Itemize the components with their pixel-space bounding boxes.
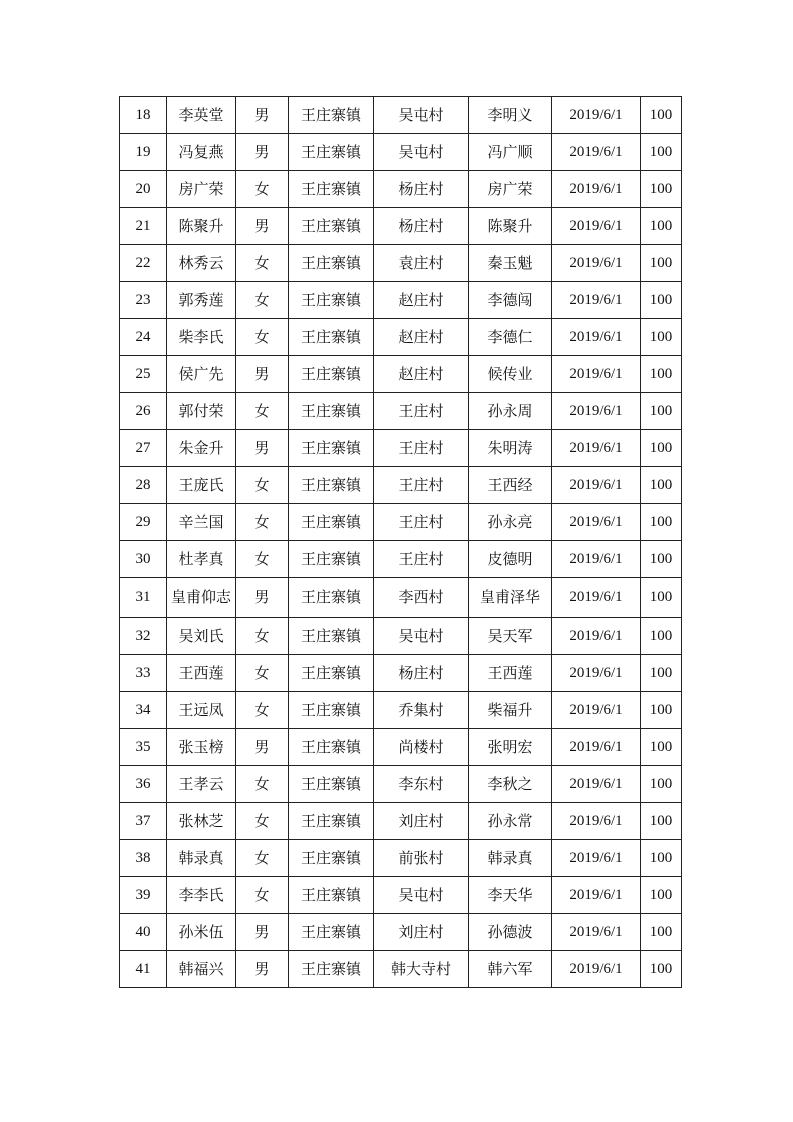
village-cell: 赵庄村 bbox=[374, 282, 469, 319]
issue-date-cell: 2019/6/1 bbox=[552, 914, 641, 951]
recipient-name-cell: 李德闯 bbox=[469, 282, 552, 319]
recipient-name-cell: 吴天军 bbox=[469, 618, 552, 655]
amount-cell: 100 bbox=[641, 951, 682, 988]
table-row bbox=[120, 803, 682, 840]
row-number-cell: 34 bbox=[120, 692, 167, 729]
person-name-cell: 张玉榜 bbox=[167, 729, 236, 766]
issue-date-cell: 2019/6/1 bbox=[552, 171, 641, 208]
amount-cell: 100 bbox=[641, 97, 682, 134]
township-cell: 王庄寨镇 bbox=[289, 171, 374, 208]
amount-cell: 100 bbox=[641, 171, 682, 208]
recipient-name-cell: 秦玉魁 bbox=[469, 245, 552, 282]
table-row bbox=[120, 729, 682, 766]
person-name-cell: 房广荣 bbox=[167, 171, 236, 208]
village-cell: 吴屯村 bbox=[374, 877, 469, 914]
gender-cell: 女 bbox=[236, 766, 289, 803]
person-name-cell: 侯广先 bbox=[167, 356, 236, 393]
row-number-cell: 38 bbox=[120, 840, 167, 877]
village-cell: 王庄村 bbox=[374, 467, 469, 504]
gender-cell: 女 bbox=[236, 393, 289, 430]
gender-cell: 女 bbox=[236, 467, 289, 504]
gender-cell: 男 bbox=[236, 356, 289, 393]
person-name-cell: 李英堂 bbox=[167, 97, 236, 134]
amount-cell: 100 bbox=[641, 692, 682, 729]
table-row bbox=[120, 430, 682, 467]
gender-cell: 男 bbox=[236, 208, 289, 245]
table-row bbox=[120, 171, 682, 208]
gender-cell: 女 bbox=[236, 655, 289, 692]
row-number-cell: 24 bbox=[120, 319, 167, 356]
issue-date-cell: 2019/6/1 bbox=[552, 655, 641, 692]
amount-cell: 100 bbox=[641, 541, 682, 578]
township-cell: 王庄寨镇 bbox=[289, 692, 374, 729]
gender-cell: 男 bbox=[236, 914, 289, 951]
amount-cell: 100 bbox=[641, 208, 682, 245]
village-cell: 李东村 bbox=[374, 766, 469, 803]
amount-cell: 100 bbox=[641, 766, 682, 803]
table-row bbox=[120, 393, 682, 430]
row-number-cell: 31 bbox=[120, 578, 167, 618]
gender-cell: 女 bbox=[236, 840, 289, 877]
amount-cell: 100 bbox=[641, 840, 682, 877]
issue-date-cell: 2019/6/1 bbox=[552, 430, 641, 467]
gender-cell: 男 bbox=[236, 578, 289, 618]
issue-date-cell: 2019/6/1 bbox=[552, 803, 641, 840]
amount-cell: 100 bbox=[641, 803, 682, 840]
township-cell: 王庄寨镇 bbox=[289, 319, 374, 356]
gender-cell: 男 bbox=[236, 134, 289, 171]
gender-cell: 男 bbox=[236, 951, 289, 988]
row-number-cell: 40 bbox=[120, 914, 167, 951]
person-name-cell: 皇甫仰志 bbox=[167, 578, 236, 618]
row-number-cell: 18 bbox=[120, 97, 167, 134]
amount-cell: 100 bbox=[641, 467, 682, 504]
recipient-name-cell: 李德仁 bbox=[469, 319, 552, 356]
gender-cell: 女 bbox=[236, 877, 289, 914]
person-name-cell: 郭秀莲 bbox=[167, 282, 236, 319]
person-name-cell: 李李氏 bbox=[167, 877, 236, 914]
issue-date-cell: 2019/6/1 bbox=[552, 766, 641, 803]
village-cell: 袁庄村 bbox=[374, 245, 469, 282]
row-number-cell: 33 bbox=[120, 655, 167, 692]
table-row bbox=[120, 840, 682, 877]
table-row bbox=[120, 356, 682, 393]
village-cell: 乔集村 bbox=[374, 692, 469, 729]
table-row bbox=[120, 877, 682, 914]
roster-body bbox=[120, 97, 682, 988]
issue-date-cell: 2019/6/1 bbox=[552, 692, 641, 729]
amount-cell: 100 bbox=[641, 356, 682, 393]
recipient-name-cell: 韩录真 bbox=[469, 840, 552, 877]
township-cell: 王庄寨镇 bbox=[289, 134, 374, 171]
person-name-cell: 孙米伍 bbox=[167, 914, 236, 951]
issue-date-cell: 2019/6/1 bbox=[552, 877, 641, 914]
township-cell: 王庄寨镇 bbox=[289, 655, 374, 692]
row-number-cell: 32 bbox=[120, 618, 167, 655]
table-row bbox=[120, 504, 682, 541]
recipient-name-cell: 李明义 bbox=[469, 97, 552, 134]
township-cell: 王庄寨镇 bbox=[289, 393, 374, 430]
issue-date-cell: 2019/6/1 bbox=[552, 729, 641, 766]
township-cell: 王庄寨镇 bbox=[289, 208, 374, 245]
issue-date-cell: 2019/6/1 bbox=[552, 840, 641, 877]
township-cell: 王庄寨镇 bbox=[289, 356, 374, 393]
person-name-cell: 朱金升 bbox=[167, 430, 236, 467]
table-row bbox=[120, 319, 682, 356]
gender-cell: 女 bbox=[236, 171, 289, 208]
person-name-cell: 柴李氏 bbox=[167, 319, 236, 356]
township-cell: 王庄寨镇 bbox=[289, 729, 374, 766]
amount-cell: 100 bbox=[641, 578, 682, 618]
roster-table bbox=[119, 96, 682, 988]
row-number-cell: 37 bbox=[120, 803, 167, 840]
row-number-cell: 23 bbox=[120, 282, 167, 319]
recipient-name-cell: 皇甫泽华 bbox=[469, 578, 552, 618]
township-cell: 王庄寨镇 bbox=[289, 97, 374, 134]
gender-cell: 女 bbox=[236, 245, 289, 282]
township-cell: 王庄寨镇 bbox=[289, 430, 374, 467]
amount-cell: 100 bbox=[641, 504, 682, 541]
person-name-cell: 韩福兴 bbox=[167, 951, 236, 988]
township-cell: 王庄寨镇 bbox=[289, 803, 374, 840]
amount-cell: 100 bbox=[641, 319, 682, 356]
township-cell: 王庄寨镇 bbox=[289, 467, 374, 504]
recipient-name-cell: 李秋之 bbox=[469, 766, 552, 803]
issue-date-cell: 2019/6/1 bbox=[552, 245, 641, 282]
row-number-cell: 21 bbox=[120, 208, 167, 245]
recipient-name-cell: 王西经 bbox=[469, 467, 552, 504]
issue-date-cell: 2019/6/1 bbox=[552, 282, 641, 319]
amount-cell: 100 bbox=[641, 729, 682, 766]
issue-date-cell: 2019/6/1 bbox=[552, 951, 641, 988]
table-row bbox=[120, 914, 682, 951]
township-cell: 王庄寨镇 bbox=[289, 766, 374, 803]
issue-date-cell: 2019/6/1 bbox=[552, 578, 641, 618]
person-name-cell: 陈聚升 bbox=[167, 208, 236, 245]
table-row bbox=[120, 692, 682, 729]
gender-cell: 女 bbox=[236, 319, 289, 356]
township-cell: 王庄寨镇 bbox=[289, 504, 374, 541]
person-name-cell: 张林芝 bbox=[167, 803, 236, 840]
row-number-cell: 29 bbox=[120, 504, 167, 541]
issue-date-cell: 2019/6/1 bbox=[552, 504, 641, 541]
person-name-cell: 冯复燕 bbox=[167, 134, 236, 171]
village-cell: 王庄村 bbox=[374, 541, 469, 578]
gender-cell: 女 bbox=[236, 692, 289, 729]
recipient-name-cell: 韩六军 bbox=[469, 951, 552, 988]
issue-date-cell: 2019/6/1 bbox=[552, 393, 641, 430]
recipient-name-cell: 孙德波 bbox=[469, 914, 552, 951]
township-cell: 王庄寨镇 bbox=[289, 951, 374, 988]
township-cell: 王庄寨镇 bbox=[289, 245, 374, 282]
village-cell: 前张村 bbox=[374, 840, 469, 877]
table-row bbox=[120, 282, 682, 319]
recipient-name-cell: 孙永常 bbox=[469, 803, 552, 840]
gender-cell: 女 bbox=[236, 541, 289, 578]
amount-cell: 100 bbox=[641, 393, 682, 430]
village-cell: 赵庄村 bbox=[374, 356, 469, 393]
township-cell: 王庄寨镇 bbox=[289, 914, 374, 951]
person-name-cell: 杜孝真 bbox=[167, 541, 236, 578]
gender-cell: 女 bbox=[236, 618, 289, 655]
village-cell: 王庄村 bbox=[374, 430, 469, 467]
village-cell: 刘庄村 bbox=[374, 914, 469, 951]
amount-cell: 100 bbox=[641, 618, 682, 655]
recipient-name-cell: 王西莲 bbox=[469, 655, 552, 692]
township-cell: 王庄寨镇 bbox=[289, 618, 374, 655]
table-row bbox=[120, 578, 682, 618]
row-number-cell: 20 bbox=[120, 171, 167, 208]
row-number-cell: 19 bbox=[120, 134, 167, 171]
gender-cell: 男 bbox=[236, 97, 289, 134]
village-cell: 杨庄村 bbox=[374, 208, 469, 245]
issue-date-cell: 2019/6/1 bbox=[552, 541, 641, 578]
township-cell: 王庄寨镇 bbox=[289, 282, 374, 319]
person-name-cell: 吴刘氏 bbox=[167, 618, 236, 655]
issue-date-cell: 2019/6/1 bbox=[552, 618, 641, 655]
table-row bbox=[120, 951, 682, 988]
issue-date-cell: 2019/6/1 bbox=[552, 97, 641, 134]
recipient-name-cell: 张明宏 bbox=[469, 729, 552, 766]
village-cell: 吴屯村 bbox=[374, 618, 469, 655]
gender-cell: 男 bbox=[236, 729, 289, 766]
row-number-cell: 41 bbox=[120, 951, 167, 988]
recipient-name-cell: 李天华 bbox=[469, 877, 552, 914]
person-name-cell: 王孝云 bbox=[167, 766, 236, 803]
row-number-cell: 39 bbox=[120, 877, 167, 914]
township-cell: 王庄寨镇 bbox=[289, 877, 374, 914]
township-cell: 王庄寨镇 bbox=[289, 840, 374, 877]
village-cell: 赵庄村 bbox=[374, 319, 469, 356]
village-cell: 王庄村 bbox=[374, 393, 469, 430]
recipient-name-cell: 柴福升 bbox=[469, 692, 552, 729]
row-number-cell: 36 bbox=[120, 766, 167, 803]
gender-cell: 男 bbox=[236, 430, 289, 467]
issue-date-cell: 2019/6/1 bbox=[552, 467, 641, 504]
recipient-name-cell: 冯广顺 bbox=[469, 134, 552, 171]
village-cell: 刘庄村 bbox=[374, 803, 469, 840]
table-row bbox=[120, 134, 682, 171]
village-cell: 韩大寺村 bbox=[374, 951, 469, 988]
recipient-name-cell: 朱明涛 bbox=[469, 430, 552, 467]
recipient-name-cell: 皮德明 bbox=[469, 541, 552, 578]
amount-cell: 100 bbox=[641, 655, 682, 692]
recipient-name-cell: 孙永亮 bbox=[469, 504, 552, 541]
village-cell: 杨庄村 bbox=[374, 655, 469, 692]
gender-cell: 女 bbox=[236, 504, 289, 541]
row-number-cell: 35 bbox=[120, 729, 167, 766]
person-name-cell: 王西莲 bbox=[167, 655, 236, 692]
table-row bbox=[120, 655, 682, 692]
table-row bbox=[120, 618, 682, 655]
village-cell: 杨庄村 bbox=[374, 171, 469, 208]
amount-cell: 100 bbox=[641, 134, 682, 171]
amount-cell: 100 bbox=[641, 282, 682, 319]
amount-cell: 100 bbox=[641, 877, 682, 914]
amount-cell: 100 bbox=[641, 245, 682, 282]
recipient-name-cell: 房广荣 bbox=[469, 171, 552, 208]
table-row bbox=[120, 208, 682, 245]
recipient-name-cell: 孙永周 bbox=[469, 393, 552, 430]
person-name-cell: 郭付荣 bbox=[167, 393, 236, 430]
row-number-cell: 22 bbox=[120, 245, 167, 282]
person-name-cell: 林秀云 bbox=[167, 245, 236, 282]
issue-date-cell: 2019/6/1 bbox=[552, 134, 641, 171]
village-cell: 李西村 bbox=[374, 578, 469, 618]
township-cell: 王庄寨镇 bbox=[289, 541, 374, 578]
recipient-name-cell: 候传业 bbox=[469, 356, 552, 393]
recipient-name-cell: 陈聚升 bbox=[469, 208, 552, 245]
table-row bbox=[120, 245, 682, 282]
table-row bbox=[120, 541, 682, 578]
gender-cell: 女 bbox=[236, 803, 289, 840]
village-cell: 尚楼村 bbox=[374, 729, 469, 766]
issue-date-cell: 2019/6/1 bbox=[552, 319, 641, 356]
row-number-cell: 25 bbox=[120, 356, 167, 393]
person-name-cell: 辛兰国 bbox=[167, 504, 236, 541]
person-name-cell: 王庞氏 bbox=[167, 467, 236, 504]
village-cell: 王庄村 bbox=[374, 504, 469, 541]
table-row bbox=[120, 766, 682, 803]
person-name-cell: 王远凤 bbox=[167, 692, 236, 729]
township-cell: 王庄寨镇 bbox=[289, 578, 374, 618]
village-cell: 吴屯村 bbox=[374, 97, 469, 134]
issue-date-cell: 2019/6/1 bbox=[552, 208, 641, 245]
row-number-cell: 28 bbox=[120, 467, 167, 504]
row-number-cell: 30 bbox=[120, 541, 167, 578]
issue-date-cell: 2019/6/1 bbox=[552, 356, 641, 393]
row-number-cell: 27 bbox=[120, 430, 167, 467]
table-row bbox=[120, 97, 682, 134]
row-number-cell: 26 bbox=[120, 393, 167, 430]
amount-cell: 100 bbox=[641, 914, 682, 951]
gender-cell: 女 bbox=[236, 282, 289, 319]
person-name-cell: 韩录真 bbox=[167, 840, 236, 877]
amount-cell: 100 bbox=[641, 430, 682, 467]
village-cell: 吴屯村 bbox=[374, 134, 469, 171]
table-row bbox=[120, 467, 682, 504]
